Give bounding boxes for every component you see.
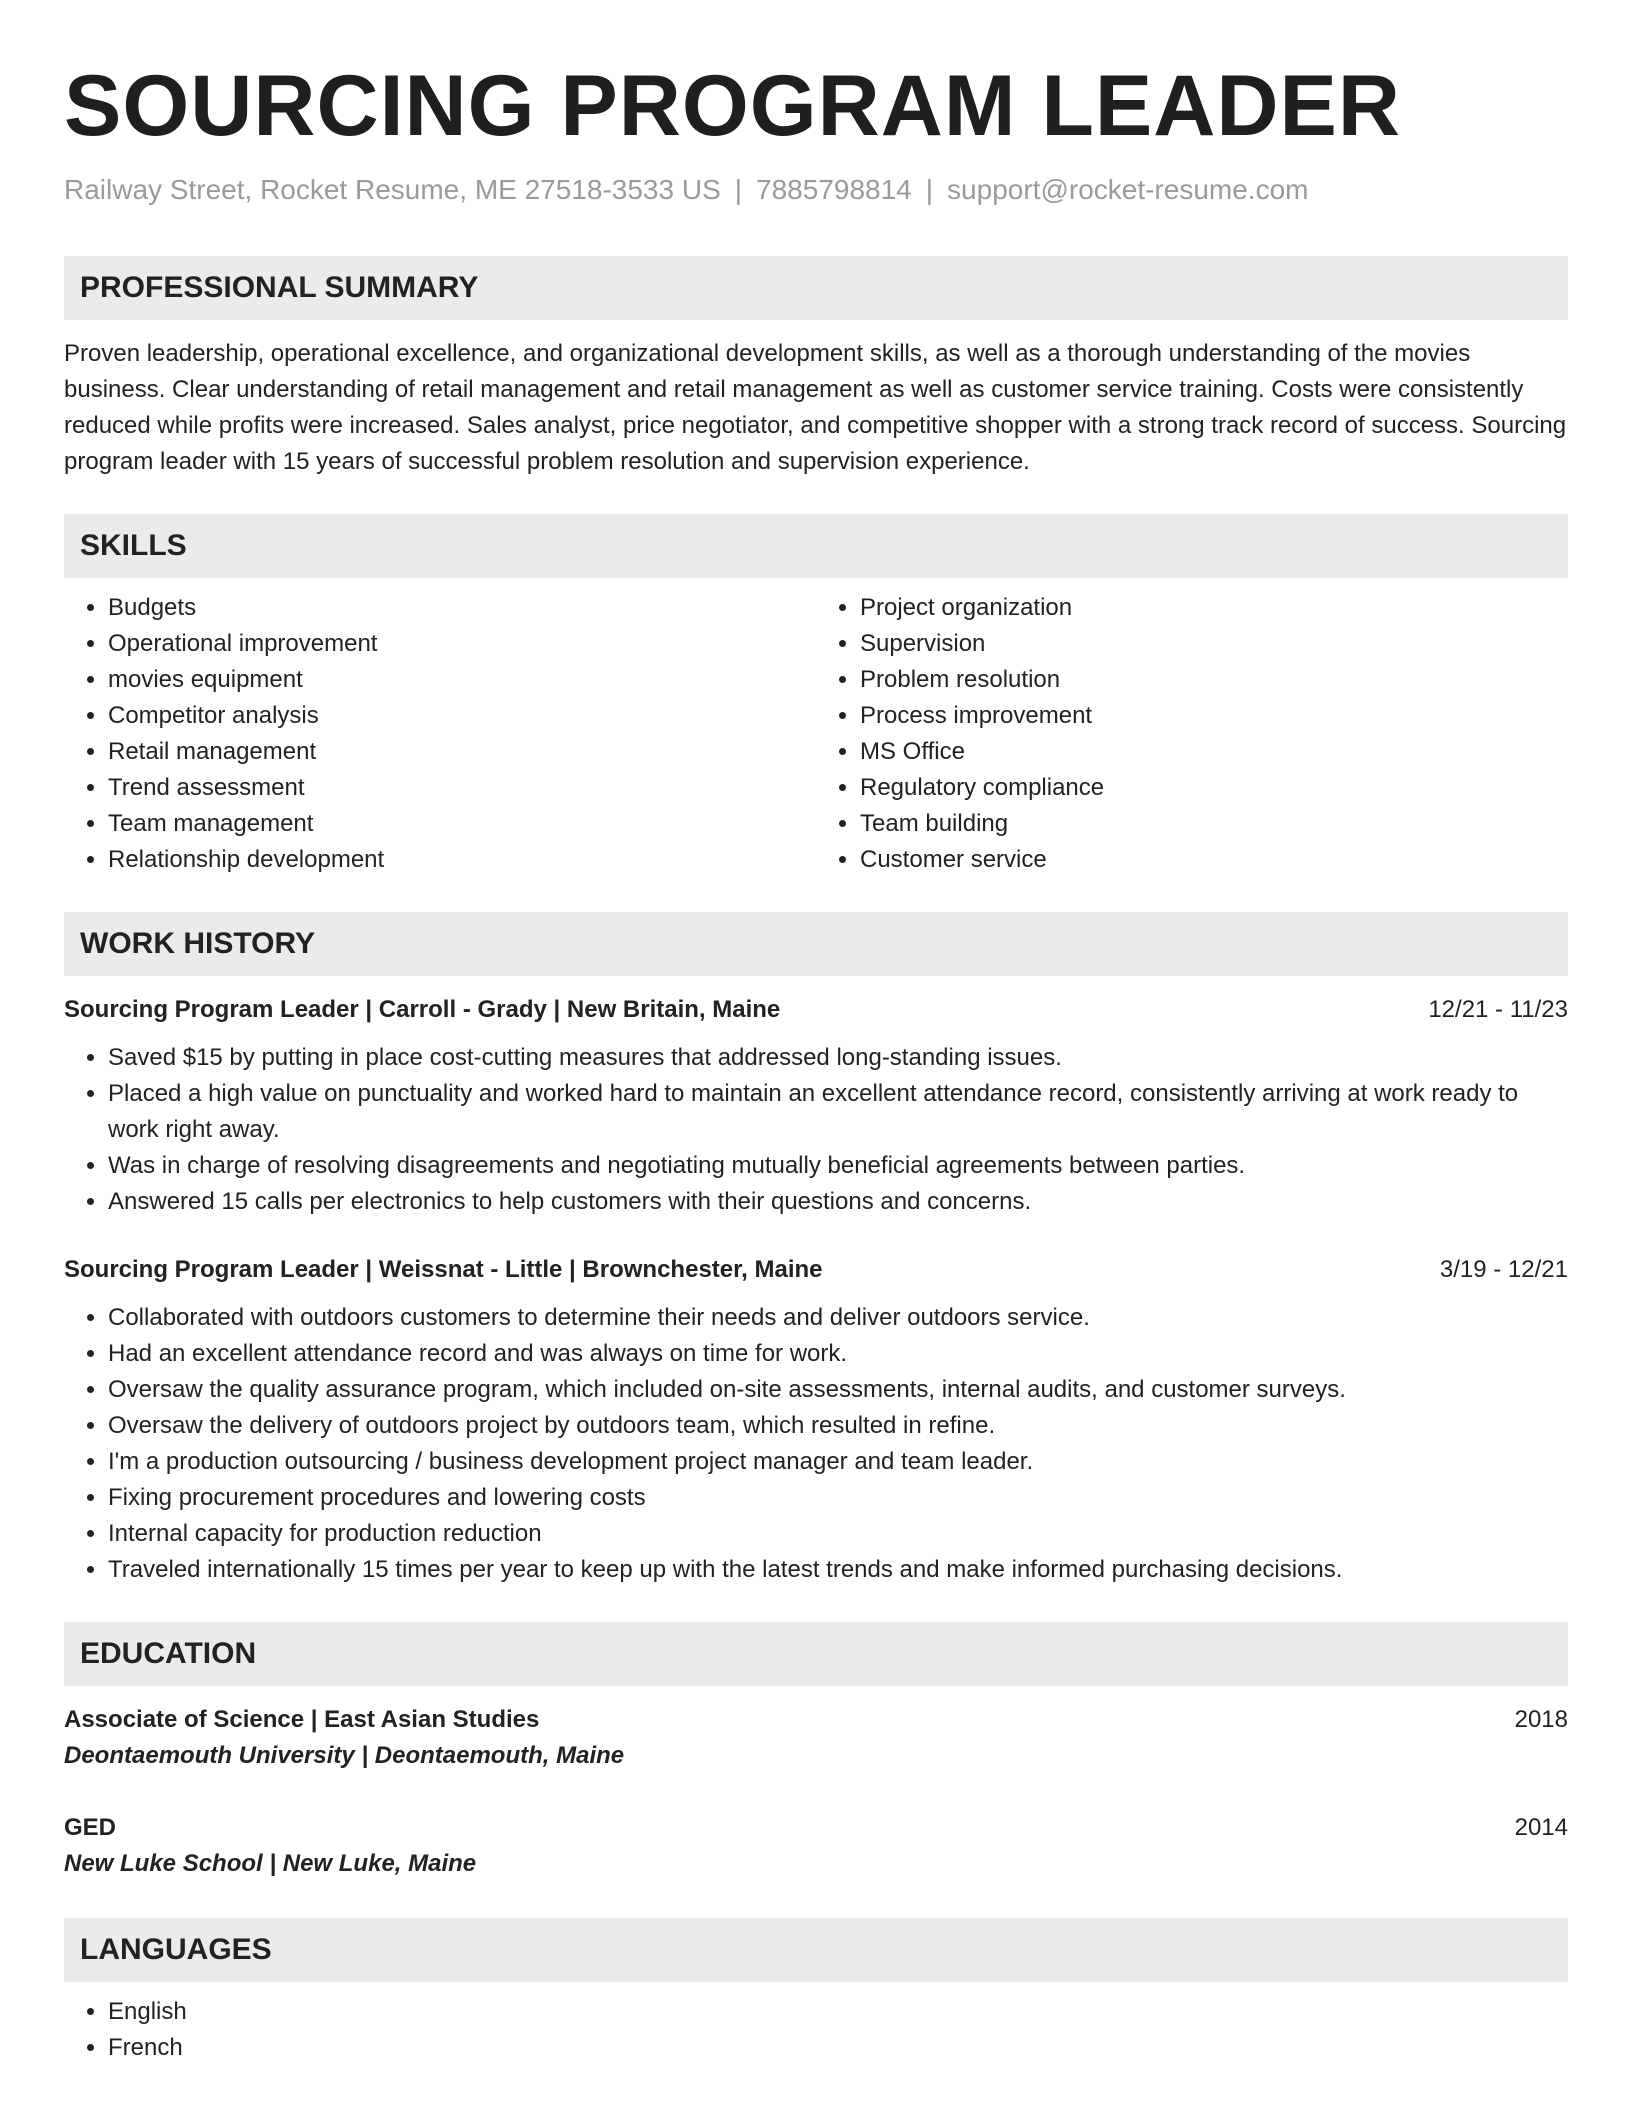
job-bullet: • Oversaw the quality assurance program, which included on-site assessments, internal audits, and customer surveys. bbox=[108, 1372, 1568, 1408]
skills-grid bbox=[64, 578, 1568, 878]
job-header bbox=[64, 1252, 1568, 1288]
job-bullet: • Had an excellent attendance record and was always on time for work. bbox=[108, 1336, 1568, 1372]
skill-item: • Customer service bbox=[860, 842, 1568, 878]
job-bullet: • Answered 15 calls per electronics to help customers with their questions and concerns. bbox=[108, 1184, 1568, 1220]
skills-list-right bbox=[816, 590, 1568, 878]
education-school: New Luke School | New Luke, Maine bbox=[64, 1850, 477, 1877]
section-heading-summary: PROFESSIONAL SUMMARY bbox=[64, 256, 1568, 320]
skill-item: • Team management bbox=[108, 806, 816, 842]
skill-item: • Budgets bbox=[108, 590, 816, 626]
skill-item: • Competitor analysis bbox=[108, 698, 816, 734]
contact-line bbox=[64, 170, 1568, 210]
resume-name-title: SOURCING PROGRAM LEADER bbox=[64, 58, 1401, 154]
skill-item: • Process improvement bbox=[860, 698, 1568, 734]
contact-separator: | bbox=[734, 174, 743, 205]
skill-item: • movies equipment bbox=[108, 662, 816, 698]
skill-item: • Problem resolution bbox=[860, 662, 1568, 698]
contact-phone: 7885798814 bbox=[756, 174, 912, 205]
education-header bbox=[64, 1702, 1568, 1738]
skill-item: • Retail management bbox=[108, 734, 816, 770]
job-dates: 12/21 - 11/23 bbox=[1428, 996, 1568, 1023]
job-entry bbox=[64, 992, 1568, 1220]
summary-text: Proven leadership, operational excellence, and organizational development skills, as well as a thorough understanding of the movies business. Clear understanding of retail management and retail management as well as customer service training. Costs were consistently reduced while profits were increased. Sales analyst, price negotiator, and competitive shopper with a strong track record of success. Sourcing program leader with 15 years of successful problem resolution and supervision experience. bbox=[64, 340, 1567, 475]
skill-item: • Operational improvement bbox=[108, 626, 816, 662]
education-year: 2018 bbox=[1514, 1706, 1568, 1733]
education-year: 2014 bbox=[1514, 1814, 1568, 1841]
job-header bbox=[64, 992, 1568, 1028]
education-entry bbox=[64, 1810, 1568, 1882]
section-heading-education: EDUCATION bbox=[64, 1622, 1568, 1686]
contact-address: Railway Street, Rocket Resume, ME 27518-3533 US bbox=[64, 174, 721, 205]
language-item: • French bbox=[108, 2030, 1568, 2066]
skill-item: • Project organization bbox=[860, 590, 1568, 626]
job-bullets bbox=[64, 1040, 1568, 1220]
skill-item: • Relationship development bbox=[108, 842, 816, 878]
job-bullet: • Oversaw the delivery of outdoors project by outdoors team, which resulted in refine. bbox=[108, 1408, 1568, 1444]
job-bullet: • Traveled internationally 15 times per year to keep up with the latest trends and make informed purchasing decisions. bbox=[108, 1552, 1568, 1588]
skills-list-left bbox=[64, 590, 816, 878]
education-header bbox=[64, 1810, 1568, 1846]
skill-item: • Trend assessment bbox=[108, 770, 816, 806]
job-bullet: • Internal capacity for production reduction bbox=[108, 1516, 1568, 1552]
education-degree: Associate of Science | East Asian Studies bbox=[64, 1706, 540, 1733]
skill-item: • Supervision bbox=[860, 626, 1568, 662]
job-bullet: • Saved $15 by putting in place cost-cutting measures that addressed long-standing issues. bbox=[108, 1040, 1568, 1076]
skill-item: • MS Office bbox=[860, 734, 1568, 770]
job-dates: 3/19 - 12/21 bbox=[1439, 1256, 1568, 1283]
contact-separator: | bbox=[925, 174, 934, 205]
section-heading-languages: LANGUAGES bbox=[64, 1918, 1568, 1982]
job-title: Sourcing Program Leader | Carroll - Grady | New Britain, Maine bbox=[64, 996, 781, 1023]
languages-list bbox=[64, 1994, 1568, 2066]
education-degree: GED bbox=[64, 1814, 117, 1841]
education-entry bbox=[64, 1702, 1568, 1774]
education-school: Deontaemouth University | Deontaemouth, Maine bbox=[64, 1742, 625, 1769]
section-heading-skills: SKILLS bbox=[64, 514, 1568, 578]
skill-item: • Team building bbox=[860, 806, 1568, 842]
job-bullet: • Collaborated with outdoors customers to determine their needs and deliver outdoors service. bbox=[108, 1300, 1568, 1336]
job-bullet: • I'm a production outsourcing / business development project manager and team leader. bbox=[108, 1444, 1568, 1480]
job-title: Sourcing Program Leader | Weissnat - Little | Brownchester, Maine bbox=[64, 1256, 823, 1283]
skill-item: • Regulatory compliance bbox=[860, 770, 1568, 806]
job-entry bbox=[64, 1252, 1568, 1588]
language-item: • English bbox=[108, 1994, 1568, 2030]
job-bullet: • Was in charge of resolving disagreements and negotiating mutually beneficial agreements between parties. bbox=[108, 1148, 1568, 1184]
contact-email: support@rocket-resume.com bbox=[947, 174, 1309, 205]
job-bullet: • Placed a high value on punctuality and worked hard to maintain an excellent attendance record, consistently arriving at work ready to work right away. bbox=[108, 1076, 1568, 1148]
job-bullets bbox=[64, 1300, 1568, 1588]
job-bullet: • Fixing procurement procedures and lowering costs bbox=[108, 1480, 1568, 1516]
section-heading-work: WORK HISTORY bbox=[64, 912, 1568, 976]
